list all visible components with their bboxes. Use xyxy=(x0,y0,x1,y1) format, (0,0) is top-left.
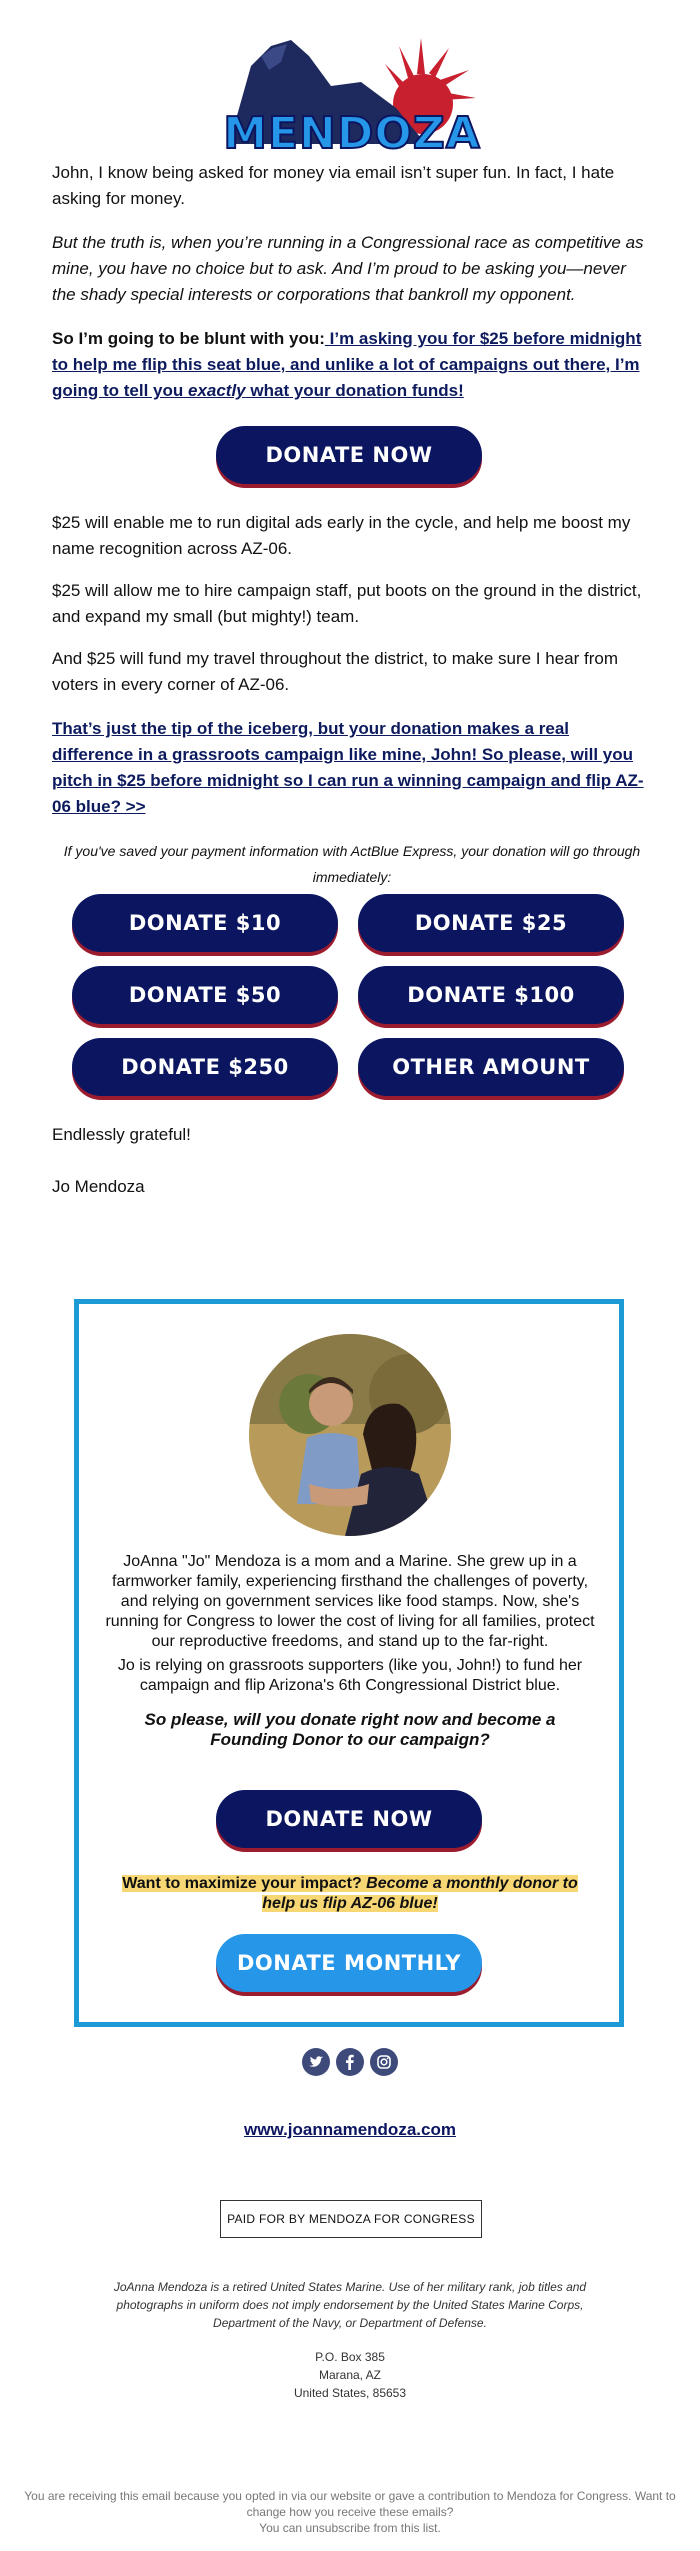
donate-monthly-button[interactable]: DONATE MONTHLY xyxy=(216,1934,482,1992)
intro-paragraph-3 xyxy=(52,326,652,404)
facebook-icon[interactable] xyxy=(336,2048,364,2076)
bio-paragraph-1: JoAnna "Jo" Mendoza is a mom and a Marine. She grew up in a farmworker family, experiencing firsthand the challenges of poverty, and relying on government services like food stamps. Now, she's running for Congress to lower the cost of living for all families, protect our reproductive freedoms, and stand up to the far-right. xyxy=(105,1553,595,1650)
paid-for-box: PAID FOR BY MENDOZA FOR CONGRESS xyxy=(220,2200,482,2238)
blunt-lead: So I’m going to be blunt with you: xyxy=(52,329,325,348)
donate-10-button[interactable]: DONATE $10 xyxy=(72,894,338,952)
body-paragraph-2: $25 will allow me to hire campaign staff, put boots on the ground in the district, and expand my small (but mighty!) team. xyxy=(52,581,642,626)
donate-100-button[interactable]: DONATE $100 xyxy=(358,966,624,1024)
website-link[interactable]: www.joannamendoza.com xyxy=(244,2120,456,2139)
donate-25-button[interactable]: DONATE $25 xyxy=(358,894,624,952)
signoff-line: Endlessly grateful! xyxy=(52,1125,191,1144)
actblue-express-note: If you've saved your payment information with ActBlue Express, your donation will go through immediately: xyxy=(63,843,641,885)
logo-wordmark: MENDOZA xyxy=(223,108,481,158)
twitter-icon[interactable] xyxy=(302,2048,330,2076)
website-line xyxy=(0,2120,700,2140)
body-paragraph-4 xyxy=(52,716,652,820)
body-paragraph-3: And $25 will fund my travel throughout the district, to make sure I hear from voters in every corner of AZ-06. xyxy=(52,649,618,694)
bio-founding-donor-ask: So please, will you donate right now and become a Founding Donor to our campaign? xyxy=(144,1710,556,1749)
monthly-donor-prompt: Want to maximize your impact? Become a monthly donor to help us flip AZ-06 blue! xyxy=(122,1875,578,1912)
signoff-name: Jo Mendoza xyxy=(52,1177,145,1196)
bio-donate-now-button[interactable]: DONATE NOW xyxy=(216,1790,482,1848)
intro-paragraph-1: John, I know being asked for money via email isn’t super fun. In fact, I hate asking for money. xyxy=(52,163,615,208)
donate-now-button[interactable]: DONATE NOW xyxy=(216,426,482,484)
address-line-1: P.O. Box 385 xyxy=(315,2350,385,2364)
instagram-icon[interactable] xyxy=(370,2048,398,2076)
military-disclaimer: JoAnna Mendoza is a retired United States Marine. Use of her military rank, job titles and photographs in uniform does not imply endorsement by the United States Marine Corps, Department of the Navy, or Department of Defense. xyxy=(113,2280,587,2330)
candidate-photo xyxy=(249,1334,451,1536)
bio-paragraph-2: Jo is relying on grassroots supporters (like you, John!) to fund her campaign and flip Arizona's 6th Congressional District blue. xyxy=(117,1657,583,1694)
email-footer xyxy=(20,2488,680,2536)
intro-paragraph-2: But the truth is, when you’re running in a Congressional race as competitive as mine, you have no choice but to ask. And I’m proud to be asking you—never the shady special interests or corporations that bankroll my opponent. xyxy=(52,233,644,304)
donate-50-button[interactable]: DONATE $50 xyxy=(72,966,338,1024)
donate-other-amount-button[interactable]: OTHER AMOUNT xyxy=(358,1038,624,1096)
donate-250-button[interactable]: DONATE $250 xyxy=(72,1038,338,1096)
opt-in-notice: You are receiving this email because you opted in via our website or gave a contribution to Mendoza for Congress. Want to change how you receive these emails? xyxy=(24,2489,676,2519)
body-paragraph-1: $25 will enable me to run digital ads early in the cycle, and help me boost my name recognition across AZ-06. xyxy=(52,513,631,558)
mendoza-logo xyxy=(221,26,483,158)
unsubscribe-link[interactable]: You can unsubscribe from this list. xyxy=(259,2521,441,2535)
ask-link[interactable]: I’m asking you for $25 before midnight to help me flip this seat blue, and unlike a lot of campaigns out there, I’m going to tell you exactly what your donation funds! xyxy=(52,329,642,400)
mailing-address xyxy=(0,2348,700,2402)
address-line-3: United States, 85653 xyxy=(293,2386,407,2400)
address-line-2: Marana, AZ xyxy=(318,2368,382,2382)
pitch-in-link[interactable]: That’s just the tip of the iceberg, but your donation makes a real difference in a grassroots campaign like mine, John! So please, will you pitch in $25 before midnight so I can run a winning campaign and flip AZ-06 blue? >> xyxy=(52,719,644,816)
